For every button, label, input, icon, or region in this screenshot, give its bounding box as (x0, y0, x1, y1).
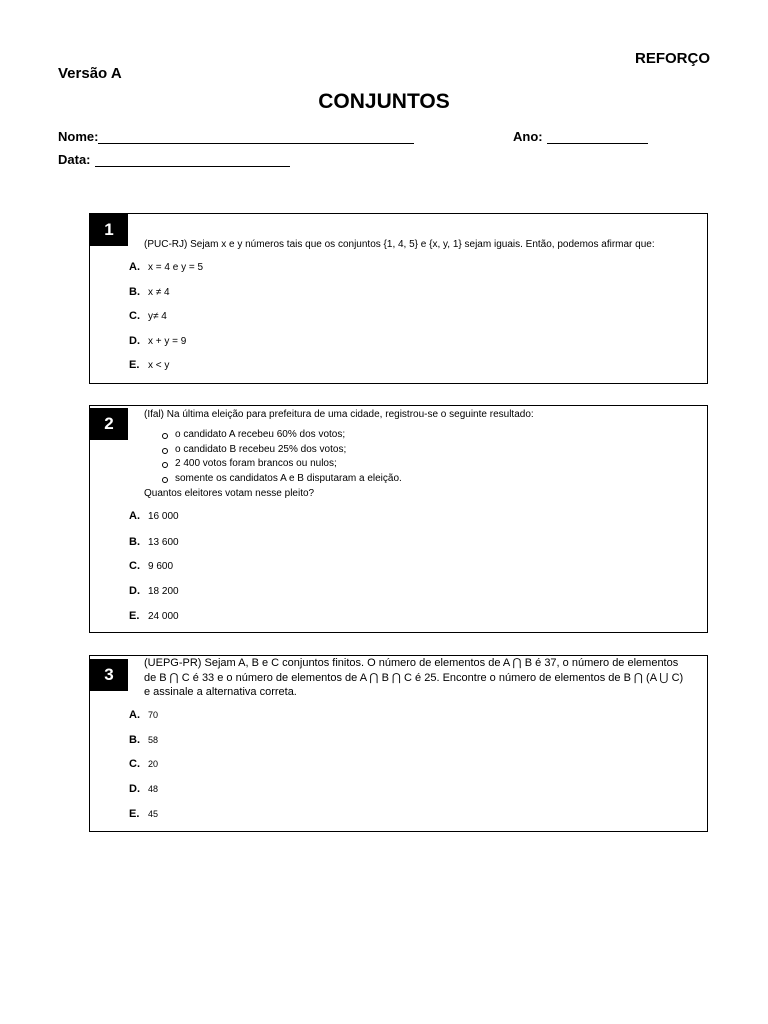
option-b[interactable] (129, 733, 158, 747)
option-d[interactable] (129, 782, 158, 796)
question-stem: (UEPG-PR) Sejam A, B e C conjuntos finitos. O número de elementos de A ⋂ B é 37, o número de elementos de B ⋂ C é 33 e o número de elementos de A ⋂ B ⋂ C é 25. Encontre o número de elementos de B ⋂ (A ⋃ C) e assinale a alternativa correta. (144, 657, 684, 698)
option-text: x + y = 9 (148, 335, 187, 347)
option-letter: A. (129, 510, 140, 522)
option-d[interactable] (129, 334, 186, 348)
option-c[interactable] (129, 757, 158, 771)
option-e[interactable] (129, 609, 179, 623)
list-item: somente os candidatos A e B disputaram a eleição. (160, 472, 402, 487)
list-item: 2 400 votos foram brancos ou nulos; (160, 457, 402, 472)
question-number: 2 (90, 408, 128, 440)
question-number: 3 (90, 659, 128, 691)
option-letter: D. (129, 783, 140, 795)
name-label: Nome: (58, 129, 99, 144)
option-text: 45 (148, 809, 159, 819)
option-letter: B. (129, 286, 140, 298)
option-letter: A. (129, 261, 140, 273)
option-text: x < y (148, 359, 170, 371)
option-text: 18 200 (148, 585, 179, 597)
option-a[interactable] (129, 260, 203, 274)
option-letter: B. (129, 734, 140, 746)
reinforcement-label: REFORÇO (635, 50, 710, 67)
option-e[interactable] (129, 358, 169, 372)
name-blank-line[interactable] (98, 131, 414, 144)
result-list (160, 428, 402, 486)
option-letter: C. (129, 758, 140, 770)
option-letter: B. (129, 536, 140, 548)
option-letter: E. (129, 808, 140, 820)
option-e[interactable] (129, 807, 158, 821)
option-text: 70 (148, 710, 159, 720)
option-c[interactable] (129, 309, 167, 323)
option-letter: E. (129, 359, 140, 371)
page-title: CONJUNTOS (318, 90, 450, 113)
option-text: 20 (148, 759, 159, 769)
option-letter: D. (129, 585, 140, 597)
option-letter: D. (129, 335, 140, 347)
option-text: 13 600 (148, 536, 179, 548)
date-field (58, 152, 290, 167)
option-text: y≠ 4 (148, 310, 167, 322)
option-letter: E. (129, 610, 140, 622)
option-a[interactable] (129, 509, 179, 523)
date-label: Data: (58, 152, 91, 167)
year-blank-line[interactable] (547, 131, 648, 144)
option-b[interactable] (129, 285, 170, 299)
name-field (58, 129, 414, 144)
question-box-1 (89, 213, 708, 384)
question-box-2 (89, 405, 708, 633)
question-stem: (Ifal) Na última eleição para prefeitura de uma cidade, registrou-se o seguinte resultado: (144, 409, 534, 420)
option-letter: A. (129, 709, 140, 721)
date-blank-line[interactable] (95, 154, 290, 167)
option-text: 48 (148, 784, 159, 794)
question-box-3 (89, 655, 708, 832)
list-item: o candidato B recebeu 25% dos votos; (160, 443, 402, 458)
option-letter: C. (129, 560, 140, 572)
option-letter: C. (129, 310, 140, 322)
question-stem: (PUC-RJ) Sejam x e y números tais que os conjuntos {1, 4, 5} e {x, y, 1} sejam iguais. Então, podemos afirmar que: (144, 239, 655, 250)
option-text: 16 000 (148, 510, 179, 522)
question-prompt: Quantos eleitores votam nesse pleito? (144, 488, 315, 499)
option-text: x = 4 e y = 5 (148, 261, 204, 273)
year-field (513, 129, 648, 144)
year-label: Ano: (513, 129, 543, 144)
option-text: 24 000 (148, 610, 179, 622)
option-text: x ≠ 4 (148, 286, 170, 298)
option-text: 9 600 (148, 560, 174, 572)
version-label: Versão A (58, 65, 122, 82)
option-b[interactable] (129, 535, 179, 549)
list-item: o candidato A recebeu 60% dos votos; (160, 428, 402, 443)
question-number: 1 (90, 214, 128, 246)
option-a[interactable] (129, 708, 158, 722)
option-c[interactable] (129, 559, 173, 573)
option-d[interactable] (129, 584, 179, 598)
option-text: 58 (148, 735, 159, 745)
